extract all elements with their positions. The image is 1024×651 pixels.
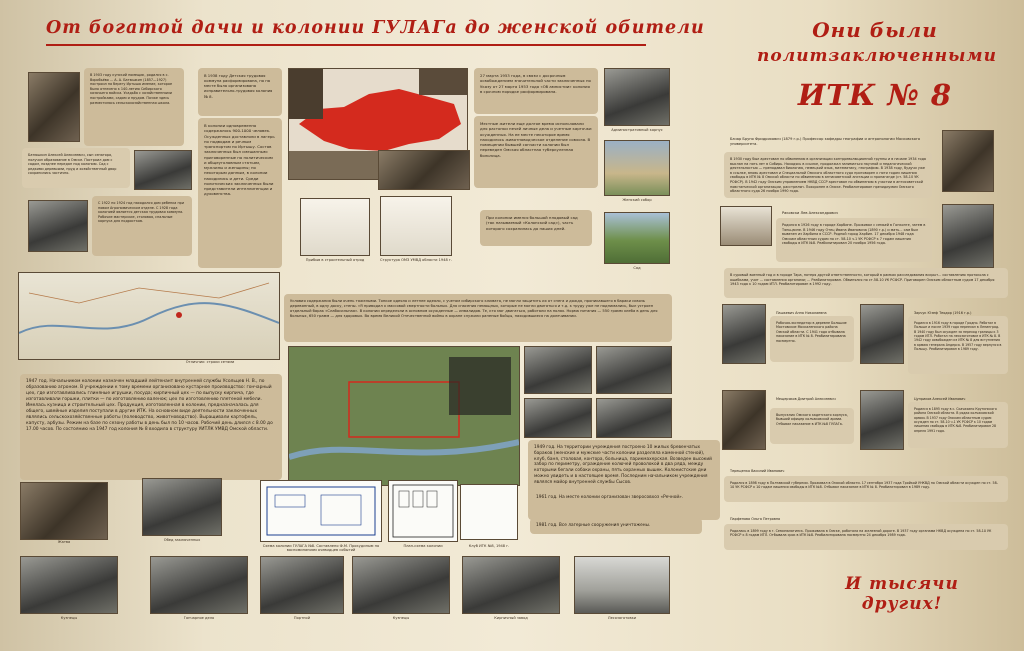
text-meshcheryakov-bio: Выпускник Омского кадетского корпуса, бывший офицер колчаковской армии. Отбывал наказание в ИТК №8 ГУЛАГа. [770,408,854,444]
photo-forestry [574,556,670,614]
plan-colony-1 [260,480,382,542]
text-block-batyushkin: Батюшкин Алексей Алексеевич, сын сенатора, получил образование в Омске. Построил дом с садом, позднее передан под колонию. Сад с редкими деревьями, пруд и хозяйственный двор сохранились частично. [22,148,130,188]
caption-brickyard: Кирпичный завод [494,616,528,620]
text-bachar-name: Бачар Бруно Фридрихович (1879 г.р.) Профессор кафедры географии и антропологии Московского университета. [730,137,921,146]
satellite-colony [288,346,520,486]
portrait-bachar [942,130,994,192]
text-tereshchenko-bio: Родился в 1898 году в Полтавской губернии. Проживал в Омской области. 17 сентября 1937 года Тройкой УНКВД по Омской области осужден по ст. 58-10 УК РСФСР к 10 годам лишения свободы в ИТК №8. Отбывал наказание в ИТК № 8. Реабилитирован в 1989 году. [724,476,1008,502]
photo-portraits-collage [378,150,470,190]
photo-church [604,140,670,196]
text-block-1953: 27 марта 1953 года, в связи с досрочным освобождением значительной части заключенных по Указу от 27 марта 1953 года «Об амнистии» колония в срочном порядке расформирована. [474,68,598,114]
text-parfenova-bio: Родилась в 1899 году в г. Семипалатинск. Проживала в Омске, работала на железной дороге. В 1937 году органами НКВД осуждена по ст. 58-10 УК РСФСР к 8 годам ИТЛ. Отбывала срок в ИТК №8. Реабилитирована посмертно 24 декабря 1989 года. [724,524,1008,550]
text-block-prisoners: В колонии одновременно содержалось 900-1000 человек. Осужденных доставляли в лагерь по подводам и речным транспортом по Иртышу. Состав заключенных был смешанным: приговоренные по политическим и общеуголовным статьям, мужчины и женщины; по некоторым данным, в колонии находились и дети. Среди политических заключенных были представители интеллигенции и духовенства. [198,118,282,268]
caption-workers: Кузнецы [392,616,410,620]
text-tereshchenko-name: Терещенко Василий Иванович [730,469,785,473]
caption-carpenters: Кузнецы [60,616,78,620]
text-block-colony-1938: В 1938 году Детская трудовая коммуна расформирована, но на месте была организована исправительно-трудовая колония № 8. [198,68,282,116]
caption-garden: Сад [633,266,641,270]
photo-barracks-4 [596,398,672,438]
title-underline [46,44,646,46]
text-pashkevich-bio: Рабочая-экспедитор в деревне Большие Мостовские Москаленского района Омской области. С 1941 года отбывала наказание в ИТК № 8. Реабилитирована посмертно. [770,316,854,362]
right-title-line2: политзаключенными [757,46,997,66]
plan1-svg [261,481,381,541]
caption-church: Женский собор [622,198,652,202]
portrait-zarchuk [860,304,904,364]
box-year-1981: 1981 год. Все лагерные сооружения уничтожены. [530,518,702,534]
box-year-1961: 1961 год. На месте колонии организован зверосовхоз «Речной». [530,490,702,506]
plan2-svg [389,481,457,541]
satellite-svg [289,347,519,485]
text-tsuprikov-name: Цуприков Алексей Иванович [914,397,966,401]
caption-lunch: Обед заключенных [163,538,201,542]
right-title-line1: Они были [812,18,938,42]
plan-club [460,484,518,540]
portrait-meshcheryakov [722,390,766,450]
photo-building [604,68,670,126]
photo-children-group [28,200,88,252]
text-block-after: Местные жители еще долгое время использовали для растопки печей личные дела и учетные карточки осужденных. На ее месте некоторое время находилось животноводческое отделение совхоза. В помещении бывшей санчасти колонии был переведен Омская областная туберкулезная больница. [474,116,598,188]
photo-pottery [150,556,248,614]
left-title: От богатой дачи и колонии ГУЛАГа до женской обители [46,18,705,38]
caption-plan2: План-схема колонии [403,544,443,548]
photo-garden [604,212,670,264]
portrait-rakovski [942,204,994,268]
text-tsuprikov-bio: Родился в 1895 году в с. Скачихино Крутинского района Омской области. В рядах колчаковской армии. В 1937 году Омским областным судом осужден по ст. 58-10 ч.1 УК РСФСР к 10 годам лишения свободы в ИТК №8. Реабилитирован 28 апреля 1991 года. [908,402,1008,448]
text-pashkevich-name: Пашкевич Анна Николаевна [776,311,827,315]
text-block-tara: В суровый военный год и в городе Тара, потеря другой ответственности, который в рамках расследования вскрыт... составлению протокола с ошибками, учит ... составления органами; ... Реабилитирован. Обвинялся по ст.58-10 УК РСФСР. Приговорен Омским областным судом 17 декабря 1943 года к 10 годам ИТЛ. Реабилитирован в 1992 году. [724,268,1008,298]
portrait-batyushkin [28,72,80,142]
document-scan-1 [300,198,370,256]
photo-lunch [142,478,222,536]
text-rakovski-bio: Родился в 1926 году в городе Харбине. Проживал с семьей в Гонконге, затем в Тяньцзине. В 1946 году Отец Ивана Ивановича (1890 г.р.) и мать... сам был вывезен из Харбина в СССР. Родной город Харбин. 17 декабря 1948 года Омским областным судом по ст. 58-10 ч.1 УК РСФСР к 7 годам лишения свободы в ИТК №8. Реабилитирован 20 ноября 1956 года. [776,218,932,262]
photo-women-group [20,482,108,540]
text-block-1947: 1947 год. Начальником колонии назначен младший лейтенант внутренней службы Усольцев Н. В., по образованию агроном. В учреждении к тому времени организовано кустарное производство: гончарный цех, где изготавливались глиняные игрушки, посуда; кирпичный цех — по выпуску кирпича, где изготавливали горшки, плитки — по изготовлению валенок; цех по изготовлению плетеной мебели. Имелась кузница и строительный цех. Продукция, изготовленная в колонии, предназначалась для общего, швейные изделия поступали в другие ИТК. На основном виде деятельности заключенных являлись сельскохозяйственные работы (полеводство, животноводство). Выращивали картофель, капусту, арбузы. Режим на базе по сезону работы в день был по 10 часов. Рабочий день длился с 8.00 до 17.00 часов. По состоянию на 1947 год колония № 8 входила в структуру УИТЛК УМВД Омской области. [20,374,282,480]
photo-manor [134,150,192,190]
photo-barracks-1 [524,346,592,394]
photo-barracks-2 [596,346,672,394]
portrait-tsuprikov [860,390,904,450]
text-zarchuk-bio: Родился в 1916 году в городе Гродно. Работал в Польше и после 1939 года переехал в Ленинград. В 1940 году был осужден за переход границы к 3 годам ИТЛ. Работал на лесозаготовке в ИТК № 8. В 1942 году освобожден из ИТК № 8 для вступления в армию генерала Андерса. В 1957 году вернулся в Польшу. Реабилитирован в 1989 году. [908,316,1008,374]
document-scan-2 [380,196,452,256]
caption-forestry: Лесозаготовки [607,616,637,620]
photo-tailor [260,556,344,614]
closing-line: И тысячи других! [845,574,959,614]
right-title-line3: ИТК № 8 [797,78,953,112]
text-block-garden: При колонии имелся большой плодовый сад (так называемый «Колонский сад»), часть которого сохранилась до наших дней. [480,210,592,246]
portrait-pashkevich [722,304,766,364]
caption-trains: Прибыв в строительный отряд [305,258,365,262]
caption-building: Административный корпус [611,128,663,132]
photo-barracks-3 [524,398,592,438]
plan-colony-2 [388,480,458,542]
text-rakovski-name: Раковски Лев Александрович [782,211,838,215]
caption-plan3: Клуб ИТК №8, 1948 г. [468,544,510,548]
caption-pottery: Гончарное дело [183,616,215,620]
text-block-commune: С 1922 по 1924 год находился дом ребенка при новом Агрономическом отделе. С 1928 года колонией является детская трудовая коммуна. Рабочие мастерские, столовая, спальные корпуса для подростков. [92,196,192,256]
caption-group: Жатва [57,540,71,544]
caption-plan1: Схема колонии ГУЛАГА №8. Составлено Ф.М. Прокудиным по воспоминаниям очевидцев событий [262,544,380,552]
text-zarchuk-name: Зарчук Юзеф Теодор (1916 г.р.) [914,311,972,315]
map-region [18,272,280,360]
caption-doc-1952: Структура ОМЗ УМВД области 1948 г. [380,258,452,262]
caption-tailor: Портной [293,616,311,620]
photo-brickyard [462,556,560,614]
caption-map-small: Отличник: строки сетями [185,360,235,364]
text-block-estate: В 1903 году купский помещик, родился в с. Воробьёво ... А. А. Батюшкин (1857—1927) построил на берегу Иртыша имение, которое было отнесено к 140-летию Сибирского казачьего войска. Усадьба с хозяйственными постройками, садом и прудом. Позже здесь разместилась сельскохозяйственная школа. [84,68,184,146]
text-bachar-bio: В 1930 году был арестован по обвинению в организации контрреволюционной группы и в начале 1934 года выслан на пять лет в Сибирь. Находясь в ссылке, продолжал заниматься научной и педагогической деятельностью — преподавал биологию, немецкий язык, математику, географию. В 1938 году, будучи уже в ссылке, вновь арестован и Специальной Омского областного суда приговорен к пяти годам лишения свободы в ИТК № 8 Омской области по обвинению в антисоветской агитации и пропаганде (ст. 58-10 УК РСФСР). В 1942 году Омским управлением НКВД СССР арестован по обвинению в участии в антисоветской повстанческой организации, расстрелян. Похоронен в Омске. Реабилитирован президиумом Омского областного суда 26 ноября 1990 года. [724,152,932,198]
text-block-1949: 1949 год. На территории учреждения построено 10 жилых бревенчатых бараков (женские и мужские части колонии разделяла каменной стеной), клуб, баня, столовая, контора, больница, парикмахерская. Возведен высокий забор по периметру, ограждение колючей проволокой в два ряда, между которыми бегали собаки охраны, пять охранных вышек. Колонистские дни можно увидеть и в настоящее время. Последним начальником учреждения являлся майор внутренней службы Сысов. [528,440,720,520]
photo-workers [352,556,450,614]
text-parfenova-name: Парфенова Ольга Петровна [730,517,781,521]
text-block-conditions: Условия содержания были очень тяжелыми. Тонкое одеяло и летнее одеяло, с учетом сибирского климата, не могли защитить их от снега и дождя, проникавшего в бараки сквозь деревянный, в одну доску, стены. «Я приводил к массовой смертности больных. Для спасения немощных, которые не могли двигаться и т.д. к труду уже не поднимались, был устроен отдельный барак «Слабосильная». В колонии определяли в основном осужденные — инвалидов. Те, кто мог двигаться, работали на полях. Норма питания — 550 грамм хлеба в день для больных, 650 грамм — для здоровых. Во время Великой Отечественной войны в охране служили раненые бойцы, находившиеся на долечивании. [284,294,672,342]
region-map-svg [19,273,279,359]
photo-family-card [720,206,772,246]
text-meshcheryakov-name: Мещеряков Дмитрий Алексеевич [776,397,836,401]
photo-carpenters [20,556,118,614]
